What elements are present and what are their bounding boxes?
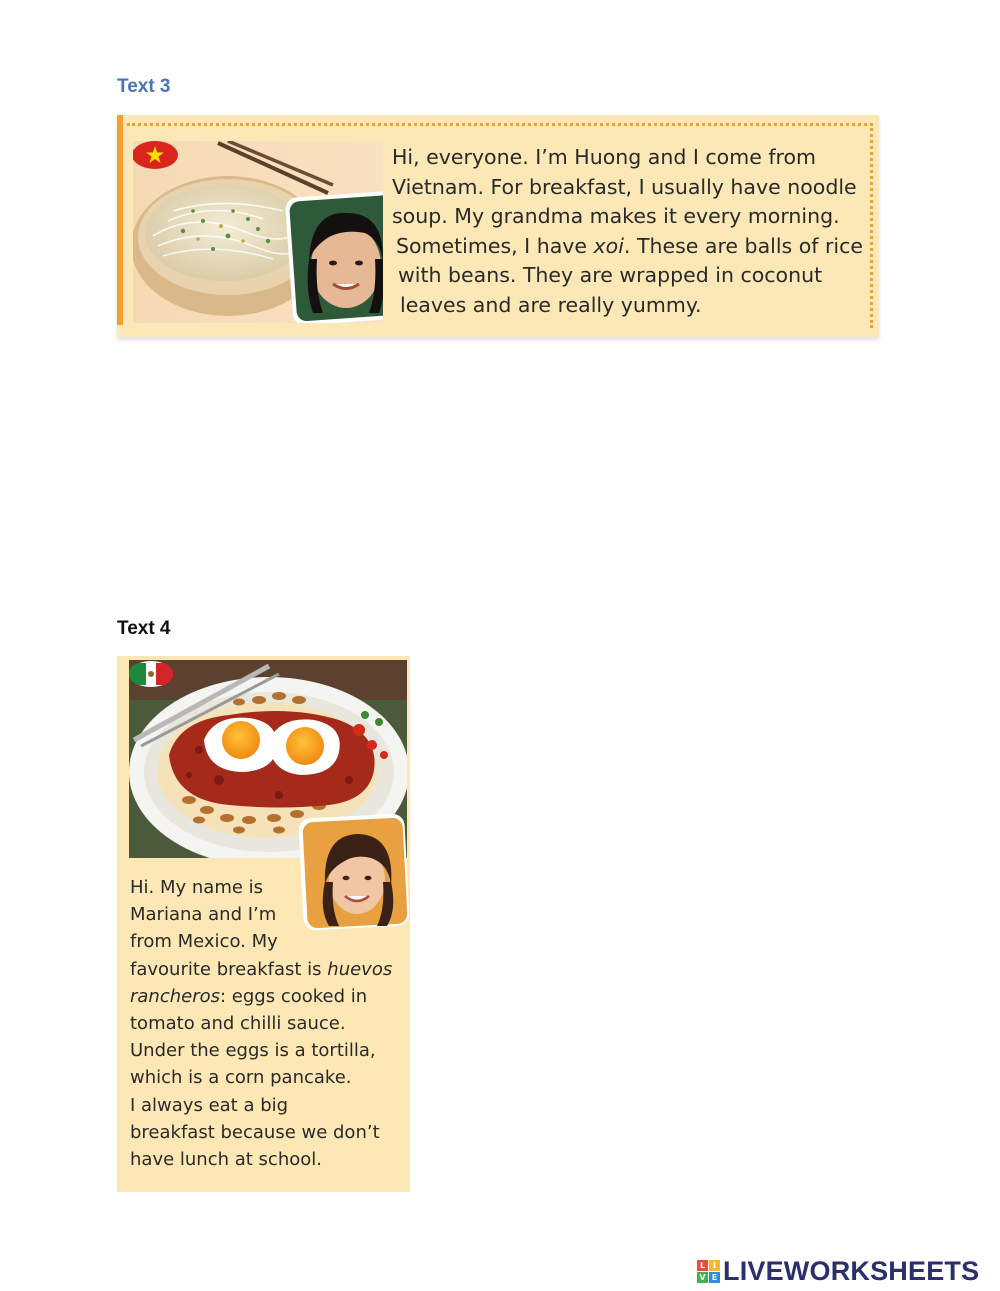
huong-portrait: [285, 190, 383, 323]
text3-line: leaves and are really yummy.: [400, 292, 702, 317]
logo-mark-letter: L: [697, 1260, 708, 1271]
text4-card: [117, 656, 410, 1192]
text4-heading: Text 4: [117, 618, 171, 639]
text4-line: from Mexico. My: [130, 931, 278, 953]
text4-line: Hi. My name is: [130, 877, 264, 898]
noodle-soup-photo: [133, 141, 383, 323]
text4-line: breakfast because we don’t: [130, 1121, 380, 1143]
logo-mark-letter: I: [709, 1260, 720, 1271]
text3-line-part: Sometimes, I have: [396, 233, 594, 258]
mexico-flag-icon: [129, 661, 173, 687]
text3-line: Vietnam. For breakfast, I usually have noodle: [392, 174, 857, 199]
text3-line: Hi, everyone. I’m Huong and I come from: [392, 145, 817, 169]
logo-text: LIVEWORKSHEETS: [723, 1256, 980, 1286]
text4-body: [130, 874, 405, 1173]
vietnam-flag-icon: [133, 141, 178, 169]
text3-heading: Text 3: [117, 76, 171, 97]
text4-line: tomato and chilli sauce.: [130, 1013, 346, 1035]
huevos-term: huevos: [327, 958, 393, 980]
text4-line: which is a corn pancake.: [130, 1067, 352, 1089]
text3-line-part: . These are balls of rice: [623, 233, 864, 258]
text4-line: Mariana and I’m: [130, 904, 277, 926]
logo-mark-letter: E: [709, 1272, 720, 1283]
text3-card: [117, 115, 879, 337]
xoi-term: xoi: [593, 233, 624, 258]
text3-line: soup. My grandma makes it every morning.: [392, 204, 840, 228]
rancheros-term: rancheros: [130, 985, 221, 1007]
logo-mark-icon: [697, 1260, 720, 1283]
text4-line: have lunch at school.: [130, 1149, 322, 1171]
liveworksheets-logo[interactable]: [697, 1256, 979, 1287]
text4-line: Under the eggs is a tortilla,: [130, 1040, 376, 1062]
text3-body: [392, 143, 877, 320]
text4-line: [130, 956, 405, 983]
dotted-border-top: [127, 123, 873, 126]
text3-line: [392, 232, 877, 262]
logo-mark-letter: V: [697, 1272, 708, 1283]
text4-line-part: favourite breakfast is: [130, 958, 328, 980]
card-accent-bar: [117, 115, 123, 325]
text4-line-part: : eggs cooked in: [220, 985, 368, 1007]
text4-line: [130, 983, 405, 1010]
text4-line: I always eat a big: [130, 1094, 289, 1116]
text3-line: with beans. They are wrapped in coconut: [398, 263, 823, 287]
